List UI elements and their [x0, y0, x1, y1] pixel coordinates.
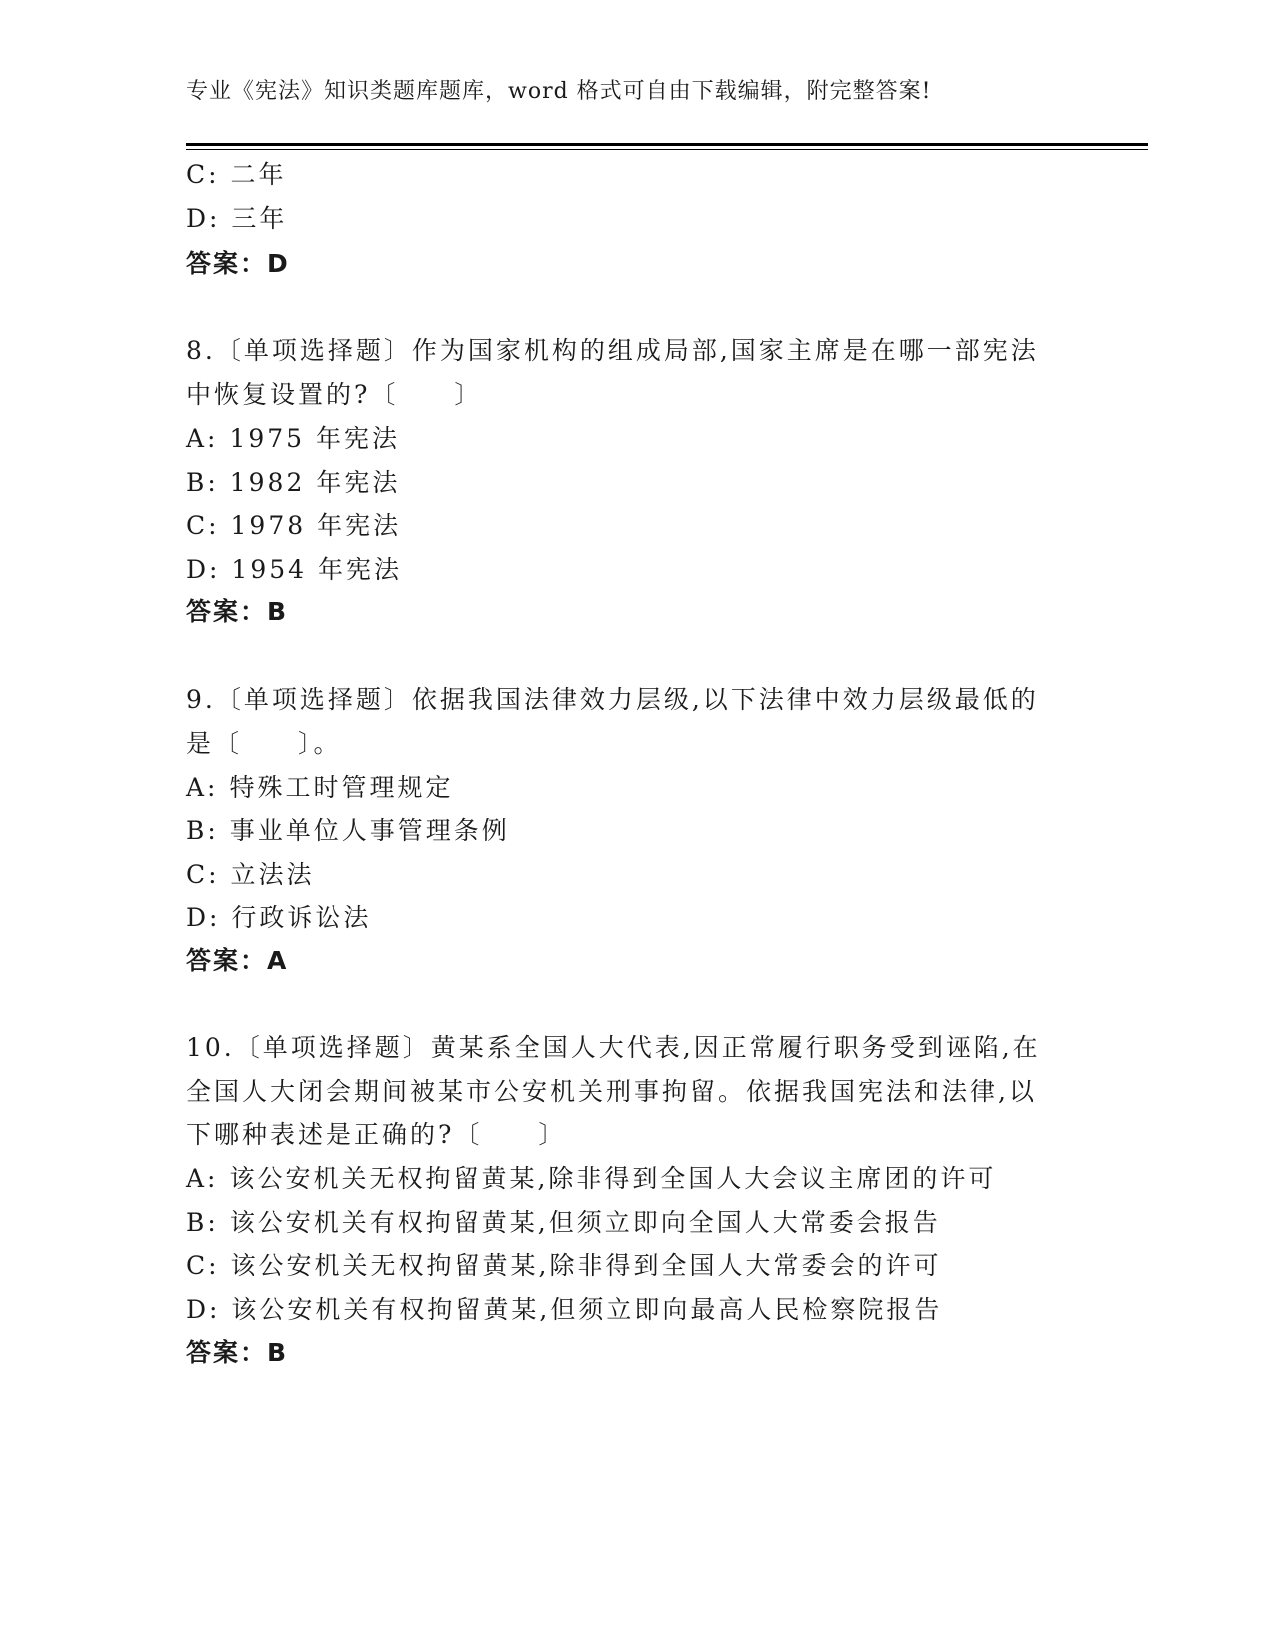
option-c [186, 860, 315, 890]
option-text: 1954 年宪法 [231, 555, 402, 584]
option-text: 二年 [230, 160, 287, 189]
option-letter: C: [186, 860, 220, 889]
question-stem-line-2: 全国人大闭会期间被某市公安机关刑事拘留。依据我国宪法和法律,以 [186, 1077, 1037, 1106]
option-d [186, 555, 402, 585]
option-d [186, 1295, 942, 1325]
option-text: 1975 年宪法 [229, 424, 401, 453]
option-letter: D: [186, 903, 221, 932]
option-letter: D: [186, 204, 221, 233]
option-letter: C: [186, 1251, 220, 1280]
option-c [186, 1251, 941, 1281]
option-text: 立法法 [230, 860, 315, 889]
question-stem-line-1: 10.〔单项选择题〕黄某系全国人大代表,因正常履行职务受到诬陷,在 [186, 1033, 1041, 1062]
option-text: 1982 年宪法 [229, 468, 401, 497]
option-b [186, 468, 400, 498]
question-stem-line-3: 下哪种表述是正确的?〔 〕 [186, 1120, 567, 1149]
option-b [186, 1208, 941, 1238]
option-text: 行政诉讼法 [231, 903, 372, 932]
option-b [186, 816, 510, 846]
option-text: 该公安机关无权拘留黄某,除非得到全国人大会议主席团的许可 [229, 1164, 997, 1193]
answer-line: 答案：A [186, 946, 289, 975]
header-rule-thick [186, 143, 1148, 146]
question-stem-line-1: 8.〔单项选择题〕作为国家机构的组成局部,国家主席是在哪一部宪法 [186, 336, 1039, 365]
option-a [186, 773, 453, 803]
answer-line: 答案：B [186, 1338, 289, 1367]
option-text: 特殊工时管理规定 [229, 773, 454, 802]
option-text: 事业单位人事管理条例 [229, 816, 510, 845]
option-letter: B: [186, 468, 219, 497]
option-c [186, 160, 287, 190]
option-d [186, 903, 371, 933]
option-letter: C: [186, 511, 220, 540]
option-c [186, 511, 401, 541]
option-a [186, 1164, 996, 1194]
header-rule-thin [186, 149, 1148, 150]
option-letter: A: [186, 424, 219, 453]
page-header: 专业《宪法》知识类题库题库，word 格式可自由下载编辑，附完整答案! [186, 79, 932, 104]
option-letter: D: [186, 555, 221, 584]
option-letter: A: [186, 773, 219, 802]
option-letter: C: [186, 160, 220, 189]
option-d [186, 204, 287, 234]
question-stem-line-2: 中恢复设置的?〔 〕 [186, 380, 483, 409]
option-text: 该公安机关无权拘留黄某,除非得到全国人大常委会的许可 [230, 1251, 942, 1280]
option-text: 该公安机关有权拘留黄某,但须立即向全国人大常委会报告 [229, 1208, 941, 1237]
question-stem-line-1: 9.〔单项选择题〕依据我国法律效力层级,以下法律中效力层级最低的 [186, 685, 1039, 714]
option-letter: B: [186, 1208, 219, 1237]
option-letter: D: [186, 1295, 221, 1324]
option-text: 三年 [231, 204, 288, 233]
option-letter: B: [186, 816, 219, 845]
option-text: 该公安机关有权拘留黄某,但须立即向最高人民检察院报告 [231, 1295, 943, 1324]
answer-line: 答案：B [186, 597, 289, 626]
option-letter: A: [186, 1164, 219, 1193]
answer-line: 答案：D [186, 249, 290, 278]
option-text: 1978 年宪法 [230, 511, 402, 540]
question-stem-line-2: 是〔 〕。 [186, 729, 342, 758]
option-a [186, 424, 400, 454]
